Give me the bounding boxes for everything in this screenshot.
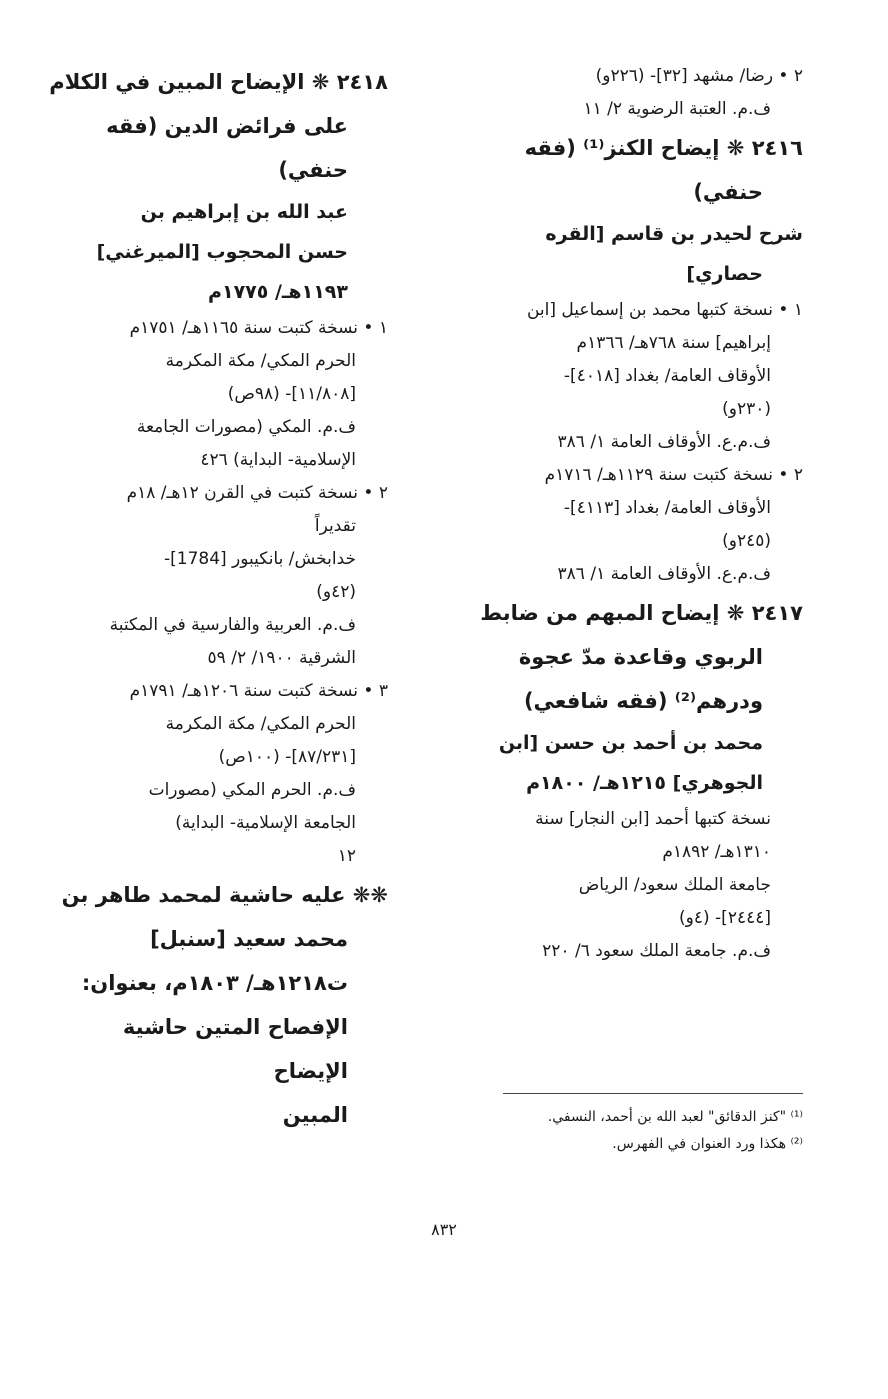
manuscript-line: ٣ • نسخة كتبت سنة ١٢٠٦هـ/ ١٧٩١م xyxy=(129,681,388,701)
entry-author: شرح لحيدر بن قاسم [القره xyxy=(545,223,803,245)
manuscript-line: الجامعة الإسلامية- البداية) xyxy=(175,813,356,833)
manuscript-1 xyxy=(463,294,803,459)
manuscript-line: الحرم المكي/ مكة المكرمة xyxy=(165,714,356,734)
manuscript-line: الإسلامية- البداية) ٤٢٦ xyxy=(200,450,356,470)
manuscript-line: ٢ • نسخة كتبت سنة ١١٢٩هـ/ ١٧١٦م xyxy=(544,465,803,485)
footnote-1: ⁽¹⁾ "كنز الدقائق" لعبد الله بن أحمد، النسفي. xyxy=(547,1109,803,1125)
entry-author: عبد الله بن إبراهيم بن xyxy=(140,201,348,223)
manuscript-line: ف.م.ع. الأوقاف العامة ١/ ٣٨٦ xyxy=(557,432,771,452)
manuscript-line: الأوقاف العامة/ بغداد [٤٠١٨]- xyxy=(563,366,771,386)
gloss-line: ت١٢١٨هـ/ ١٨٠٣م، بعنوان: xyxy=(81,971,348,995)
entry-author: الجوهري] ١٢١٥هـ/ ١٨٠٠م xyxy=(526,772,763,794)
manuscript-line: ١٣١٠هـ/ ١٨٩٢م xyxy=(662,842,771,862)
gloss-line: المبين xyxy=(282,1103,348,1127)
footnotes xyxy=(463,1104,803,1158)
entry-2416 xyxy=(463,126,803,591)
manuscript-line: [٨٧/٢٣١]- (١٠٠ص) xyxy=(218,747,356,767)
manuscript-line: ١٢ xyxy=(337,846,356,866)
entry-author: محمد بن أحمد بن حسن [ابن xyxy=(498,732,763,754)
entry-title: ٢٤١٧ ❋ إيضاح المبهم من ضابط xyxy=(480,601,803,625)
manuscript-3 xyxy=(48,675,388,873)
entry-dates: ١١٩٣هـ/ ١٧٧٥م xyxy=(208,281,348,303)
gloss xyxy=(48,873,388,1137)
entry-prev-manuscript-2 xyxy=(463,60,803,126)
entry-title: حنفي) xyxy=(693,180,763,204)
entry-title: ٢٤١٨ ❋ الإيضاح المبين في الكلام xyxy=(49,70,388,94)
gloss-line: ❋❋ عليه حاشية لمحمد طاهر بن xyxy=(61,883,388,907)
manuscript-line: الحرم المكي/ مكة المكرمة xyxy=(165,351,356,371)
page-number: ٨٣٢ xyxy=(431,1220,457,1239)
manuscript-line: الأوقاف العامة/ بغداد [٤١١٣]- xyxy=(563,498,771,518)
entry-title: على فرائض الدين (فقه xyxy=(106,114,348,138)
manuscript-line: خدابخش/ بانكيبور [1784]- xyxy=(163,549,356,569)
manuscript-line: (٢٣٠و) xyxy=(722,399,771,419)
manuscript-line: ف.م. الحرم المكي (مصورات xyxy=(148,780,356,800)
manuscript-line: نسخة كتبها أحمد [ابن النجار] سنة xyxy=(535,809,771,829)
manuscript xyxy=(463,803,803,968)
manuscript-line: ٢ • رضا/ مشهد [٣٢]- (٢٢٦و) xyxy=(595,66,803,86)
footnote-2: ⁽²⁾ هكذا ورد العنوان في الفهرس. xyxy=(612,1136,803,1152)
manuscript-line: (٢٤٥و) xyxy=(722,531,771,551)
manuscript-line: إبراهيم] سنة ٧٦٨هـ/ ١٣٦٦م xyxy=(576,333,771,353)
manuscript-line: ف.م. المكي (مصورات الجامعة xyxy=(136,417,356,437)
manuscript-line: ف.م. العربية والفارسية في المكتبة xyxy=(109,615,356,635)
right-column xyxy=(463,60,803,968)
manuscript-line: الشرقية ١٩٠٠/ ٢/ ٥٩ xyxy=(207,648,356,668)
manuscript-line: ف.م.ع. الأوقاف العامة ١/ ٣٨٦ xyxy=(557,564,771,584)
left-column xyxy=(48,60,388,1137)
manuscript-line: ٢ • نسخة كتبت في القرن ١٢هـ/ ١٨م xyxy=(126,483,388,503)
entry-2417 xyxy=(463,591,803,968)
manuscript-line: (٤٢و) xyxy=(316,582,356,602)
manuscript-line: ١ • نسخة كتبها محمد بن إسماعيل [ابن xyxy=(526,300,803,320)
manuscript-1 xyxy=(48,312,388,477)
manuscript-2 xyxy=(48,477,388,675)
entry-title: ٢٤١٦ ❋ إيضاح الكنز⁽¹⁾ (فقه xyxy=(524,136,803,160)
entry-title: الربوي وقاعدة مدّ عجوة xyxy=(518,645,763,669)
footnote-divider xyxy=(503,1093,803,1094)
gloss-line: محمد سعيد [سنبل] xyxy=(150,927,348,951)
gloss-line: الإفصاح المتين حاشية الإيضاح xyxy=(122,1015,348,1083)
entry-title: ودرهم⁽²⁾ (فقه شافعي) xyxy=(523,689,763,713)
manuscript-line: [٢٤٤٤]- (٤و) xyxy=(679,908,771,928)
entry-title: حنفي) xyxy=(278,158,348,182)
entry-2418 xyxy=(48,60,388,1137)
entry-author: حصاري] xyxy=(686,263,763,285)
manuscript-2 xyxy=(463,459,803,591)
manuscript-line: ف.م. جامعة الملك سعود ٦/ ٢٢٠ xyxy=(542,941,771,961)
entry-author: حسن المحجوب [الميرغني] xyxy=(96,241,348,263)
manuscript-line: تقديراً xyxy=(314,516,356,536)
manuscript-line: [١١/٨٠٨]- (٩٨ص) xyxy=(227,384,356,404)
manuscript-line: ١ • نسخة كتبت سنة ١١٦٥هـ/ ١٧٥١م xyxy=(129,318,388,338)
manuscript-line: جامعة الملك سعود/ الرياض xyxy=(578,875,771,895)
manuscript-line: ف.م. العتبة الرضوية ٢/ ١١ xyxy=(583,99,771,119)
